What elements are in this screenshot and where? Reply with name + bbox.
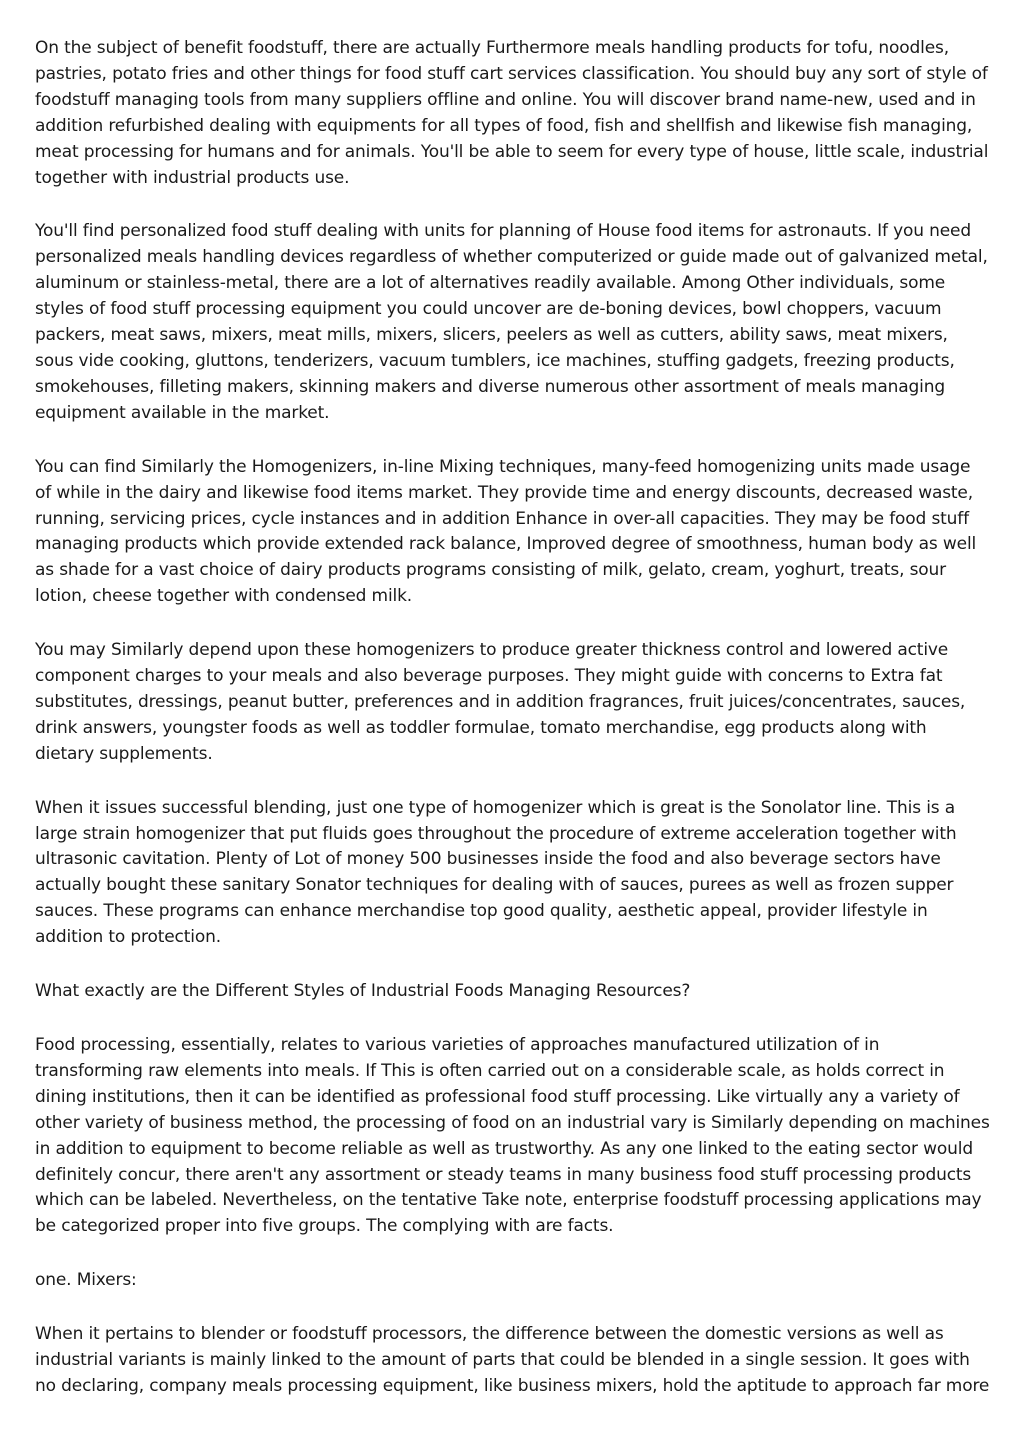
paragraph-blenders: When it pertains to blender or foodstuff processors, the difference between the domestic versions as well as industrial variants is mainly linked to the amount of parts that could be blended in a single session. It goes with no declaring, company meals processing equipment, like business mixers, hold the aptitude to approach far more (35, 1324, 990, 1396)
paragraph-homogenizer-uses: You may Similarly depend upon these homogenizers to produce greater thickness control and lowered active component charges to your meals and also beverage purposes. They might guide with concerns to Extra fat substitutes, dressings, peanut butter, preferences and in addition fragrances, fruit juices/concentrates, sauces, drink answers, youngster foods as well as toddler formulae, tomato merchandise, egg products along with dietary supplements. (35, 640, 966, 764)
paragraph-homogenizers: You can find Similarly the Homogenizers, in-line Mixing techniques, many-feed homogenizing units made usage of while in the dairy and likewise food items market. They provide time and energy discounts, decreased waste, running, servicing prices, cycle instances and in addition Enhance in over-all capacities. They may be food stuff managing products which provide extended rack balance, Improved degree of smoothness, human body as well as shade for a vast choice of dairy products programs consisting of milk, gelato, cream, yoghurt, treats, sour lotion, cheese together with condensed milk. (35, 456, 977, 607)
document-body (35, 36, 990, 1428)
paragraph-food-handling-products: On the subject of benefit foodstuff, there are actually Furthermore meals handling products for tofu, noodles, pastries, potato fries and other things for food stuff cart services classification. You should buy any sort of style of foodstuff managing tools from many suppliers offline and online. You will discover brand name-new, used and in addition refurbished dealing with equipments for all types of food, fish and shellfish and likewise fish managing, meat processing for humans and for animals. You'll be able to seem for every type of house, little scale, industrial together with industrial products use. (35, 38, 989, 188)
paragraph-sonolator: When it issues successful blending, just one type of homogenizer which is great is the Sonolator line. This is a large strain homogenizer that put fluids goes throughout the procedure of extreme acceleration together with ultrasonic cavitation. Plenty of Lot of money 500 businesses inside the food and also beverage sectors have actually bought these sanitary Sonator techniques for dealing with of sauces, purees as well as frozen supper sauces. These programs can enhance merchandise top good quality, aesthetic appeal, provider lifestyle in addition to protection. (35, 797, 957, 948)
paragraph-food-processing: Food processing, essentially, relates to various varieties of approaches manufactured utilization of in transforming raw elements into meals. If This is often carried out on a considerable scale, as holds correct in dining institutions, then it can be identified as professional food stuff processing. Like virtually any a variety of other variety of business method, the processing of food on an industrial vary is Similarly depending on machines in addition to equipment to become reliable as well as trustworthy. As any one linked to the eating sector would definitely concur, there aren't any assortment or steady teams in many business food stuff processing products which can be labeled. Nevertheless, on the tentative Take note, enterprise foodstuff processing applications may be categorized proper into five groups. The complying with are facts. (35, 1035, 990, 1237)
section-heading-industrial-tools: What exactly are the Different Styles of Industrial Foods Managing Resources? (35, 981, 691, 1002)
section-heading-mixers: one. Mixers: (35, 1270, 137, 1291)
paragraph-personalized-devices: You'll find personalized food stuff dealing with units for planning of House food items for astronauts. If you need personalized meals handling devices regardless of whether computerized or guide made out of galvanized metal, aluminum or stainless-metal, there are a lot of alternatives readily available. Among Other individuals, some styles of food stuff processing equipment you could uncover are de-boning devices, bowl choppers, vacuum packers, meat saws, mixers, meat mills, mixers, slicers, peelers as well as cutters, ability saws, meat mixers, sous vide cooking, gluttons, tenderizers, vacuum tumblers, ice machines, stuffing gadgets, freezing products, smokehouses, filleting makers, skinning makers and diverse numerous other assortment of meals managing equipment available in the market. (35, 221, 988, 423)
